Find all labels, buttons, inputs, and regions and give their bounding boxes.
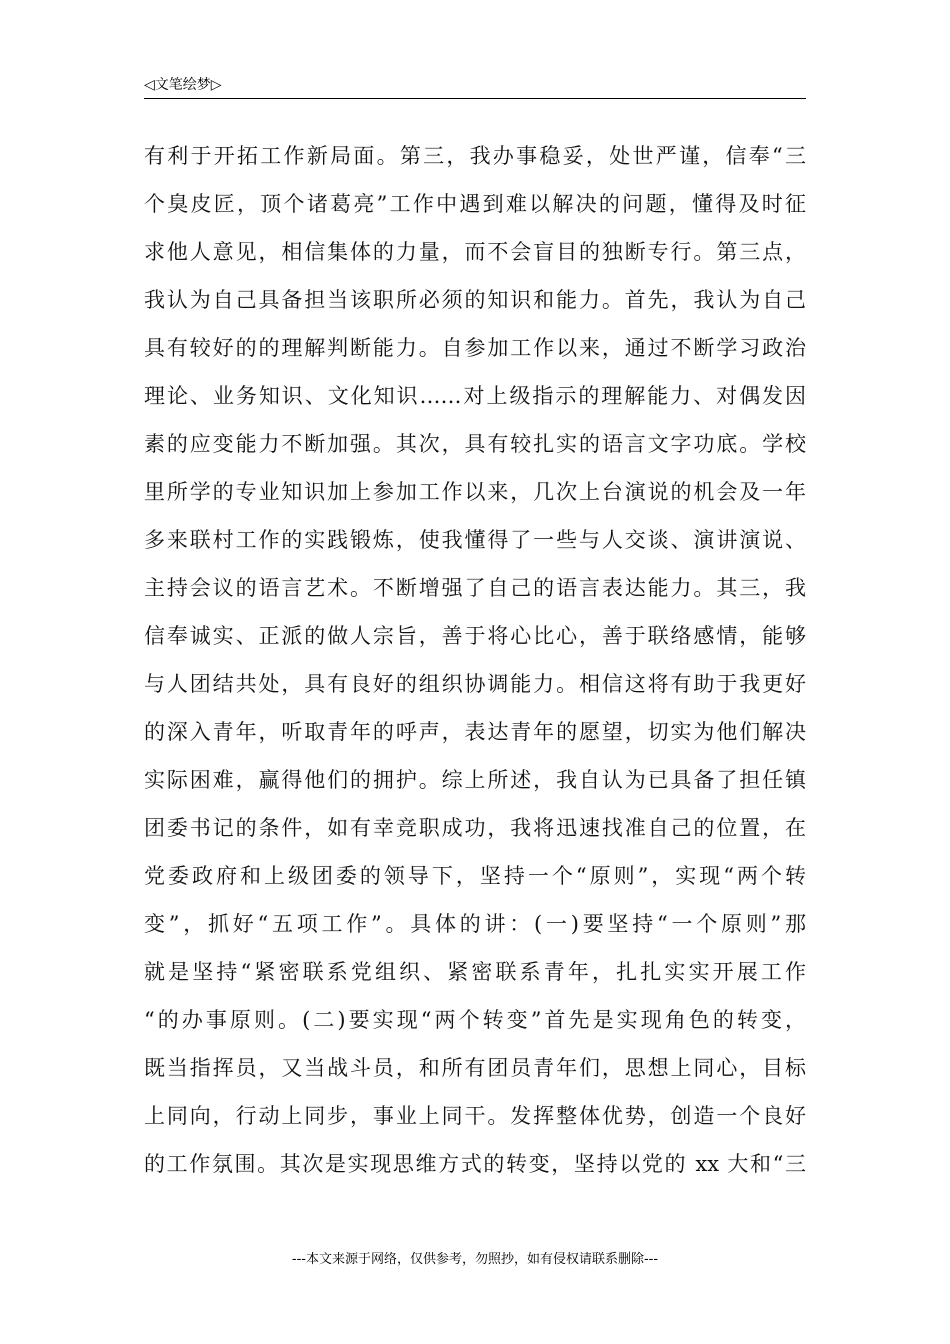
body-line: 团委书记的条件，如有幸竞职成功，我将迅速找准自己的位置，在: [144, 816, 806, 840]
body-line: 的深入青年，听取青年的呼声，表达青年的愿望，切实为他们解决: [144, 720, 806, 744]
body-line: 信奉诚实、正派的做人宗旨，善于将心比心，善于联络感情，能够: [144, 624, 806, 648]
page-header: [144, 74, 806, 99]
body-line: 主持会议的语言艺术。不断增强了自己的语言表达能力。其三，我: [144, 576, 806, 600]
body-line: 里所学的专业知识加上参加工作以来，几次上台演说的机会及一年: [144, 480, 806, 504]
body-line: 有利于开拓工作新局面。第三，我办事稳妥，处世严谨，信奉“三: [144, 144, 806, 168]
body-line: 素的应变能力不断加强。其次，具有较扎实的语言文字功底。学校: [144, 432, 806, 456]
body-line: 理论、业务知识、文化知识……对上级指示的理解能力、对偶发因: [144, 384, 806, 408]
body-line: 就是坚持“紧密联系党组织、紧密联系青年，扎扎实实开展工作: [144, 960, 806, 984]
body-line: 与人团结共处，具有良好的组织协调能力。相信这将有助于我更好: [144, 672, 806, 696]
header-title: ◁文笔绘梦▷: [144, 77, 222, 93]
body-line: 多来联村工作的实践锻炼，使我懂得了一些与人交谈、演讲演说、: [144, 528, 806, 552]
body-line: 变”，抓好“五项工作”。具体的讲：(一)要坚持“一个原则”那: [144, 912, 806, 936]
body-line: 既当指挥员，又当战斗员，和所有团员青年们，思想上同心，目标: [144, 1056, 806, 1080]
body-line: 上同向，行动上同步，事业上同干。发挥整体优势，创造一个良好: [144, 1104, 806, 1128]
body-line: 我认为自己具备担当该职所必须的知识和能力。首先，我认为自己: [144, 288, 806, 312]
body-line: 具有较好的的理解判断能力。自参加工作以来，通过不断学习政治: [144, 336, 806, 360]
body-line: 实际困难，赢得他们的拥护。综上所述，我自认为已具备了担任镇: [144, 768, 806, 792]
page-footer: ---本文来源于网络，仅供参考，勿照抄，如有侵权请联系删除---: [291, 1252, 659, 1267]
body-line: 个臭皮匠，顶个诸葛亮”工作中遇到难以解决的问题，懂得及时征: [144, 192, 806, 216]
body-line: “的办事原则。(二)要实现“两个转变”首先是实现角色的转变，: [144, 1008, 806, 1032]
body-line: 党委政府和上级团委的领导下，坚持一个“原则”，实现“两个转: [144, 864, 806, 888]
body-line: 的工作氛围。其次是实现思维方式的转变，坚持以党的 xx 大和“三: [144, 1152, 806, 1176]
document-body: [144, 132, 806, 1188]
body-line: 求他人意见，相信集体的力量，而不会盲目的独断专行。第三点，: [144, 240, 806, 264]
